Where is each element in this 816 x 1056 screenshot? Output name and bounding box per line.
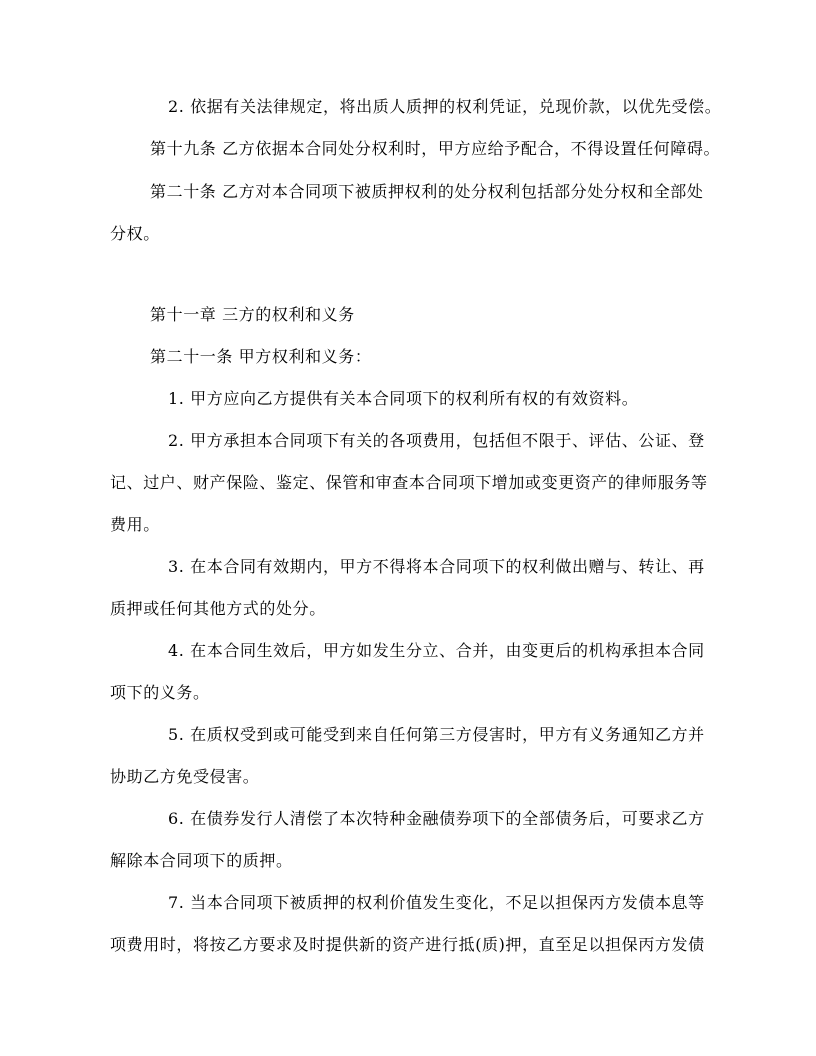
text-line-article-19: 第十九条 乙方依据本合同处分权利时，甲方应给予配合，不得设置任何障碍。 [150,139,721,158]
text-line-clause-5-cont: 协助乙方免受侵害。 [110,767,260,786]
text-line-clause-3: 3. 在本合同有效期内，甲方不得将本合同项下的权利做出赠与、转让、再 [168,557,705,576]
text-line-clause-2-cont: 记、过户、财产保险、鉴定、保管和审查本合同项下增加或变更资产的律师服务等 [110,473,708,492]
text-line-clause-6: 6. 在债券发行人清偿了本次特种金融债券项下的全部债务后，可要求乙方 [168,809,705,828]
text-line-clause-7-cont: 项费用时，将按乙方要求及时提供新的资产进行抵(质)押，直至足以担保丙方发债 [110,935,705,954]
text-line-clause-4-cont: 项下的义务。 [110,683,210,702]
text-line-clause-7: 7. 当本合同项下被质押的权利价值发生变化，不足以担保丙方发债本息等 [168,893,705,912]
text-line-article-21: 第二十一条 甲方权利和义务： [150,347,372,366]
chapter-heading: 第十一章 三方的权利和义务 [150,305,355,324]
text-line-clause-5: 5. 在质权受到或可能受到来自任何第三方侵害时，甲方有义务通知乙方并 [168,725,705,744]
text-line-clause-2-end: 费用。 [110,515,160,534]
text-line-article-20-cont: 分权。 [110,224,160,243]
text-line-clause-1: 1. 甲方应向乙方提供有关本合同项下的权利所有权的有效资料。 [168,389,639,408]
text-line-clause-4: 4. 在本合同生效后，甲方如发生分立、合并，由变更后的机构承担本合同 [168,641,705,660]
text-line-item-2: 2. 依据有关法律规定，将出质人质押的权利凭证，兑现价款，以优先受偿。 [168,97,722,116]
text-line-clause-6-cont: 解除本合同项下的质押。 [110,851,293,870]
text-line-article-20: 第二十条 乙方对本合同项下被质押权利的处分权利包括部分处分权和全部处 [150,182,704,201]
text-line-clause-3-cont: 质押或任何其他方式的处分。 [110,599,326,618]
text-line-clause-2: 2. 甲方承担本合同项下有关的各项费用，包括但不限于、评估、公证、登 [168,431,705,450]
